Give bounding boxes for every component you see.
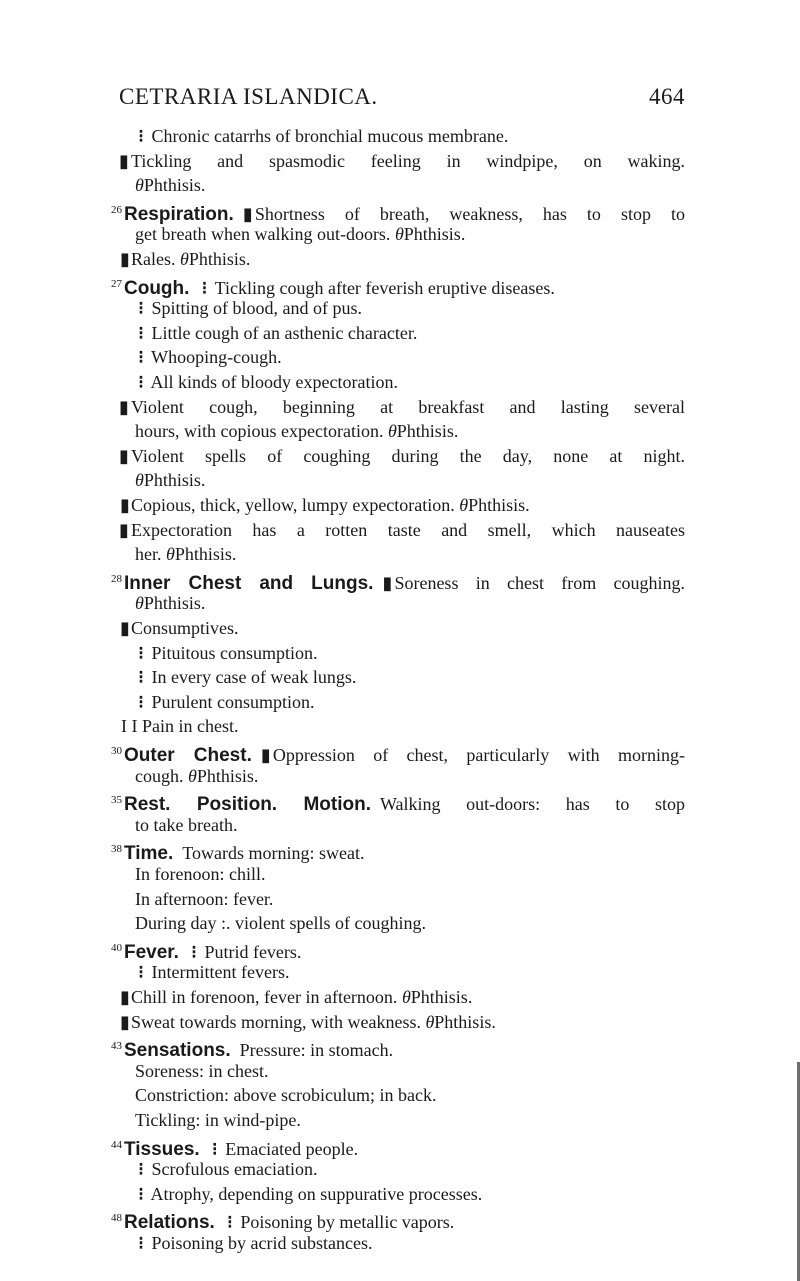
- section-rubric: Fever.: [124, 941, 179, 963]
- line-text: Pressure: in stomach.: [239, 1040, 394, 1061]
- section-heading-line: [111, 739, 685, 766]
- text-line: [135, 960, 289, 984]
- text-line: [119, 395, 685, 419]
- text-line: [119, 149, 685, 173]
- text-line: [135, 665, 356, 689]
- section-number: 35: [111, 794, 122, 807]
- line-text: Walking out-doors: has to stop: [380, 794, 685, 815]
- line-text: ⁝ All kinds of bloody expectoration.: [138, 372, 398, 392]
- text-line: [135, 296, 362, 320]
- text-line: [119, 1010, 496, 1034]
- section-heading-line: [111, 1206, 455, 1234]
- section-heading-line: [111, 1133, 359, 1160]
- section-heading-line: [111, 1034, 394, 1062]
- text-line: [135, 911, 426, 935]
- line-text: hours, with copious expectoration. θPhthisis.: [135, 421, 459, 442]
- line-text: ⁝ Putrid fevers.: [191, 941, 302, 962]
- section-number: 26: [111, 203, 122, 216]
- line-text: ▮Chill in forenoon, fever in afternoon. θPhthisis.: [120, 987, 473, 1007]
- line-text: Towards morning: sweat.: [182, 843, 365, 864]
- line-text: Tickling: in wind-pipe.: [135, 1110, 301, 1130]
- text-line: [135, 370, 398, 394]
- line-text: ▮Rales. θPhthisis.: [120, 249, 251, 269]
- line-text: ⁝ Spitting of blood, and of pus.: [138, 298, 362, 319]
- section-number: 44: [111, 1138, 122, 1151]
- line-text: ⁝ In every case of weak lungs.: [138, 667, 357, 688]
- line-text: to take breath.: [135, 814, 238, 835]
- section-number: 40: [111, 941, 122, 954]
- line-text: In forenoon: chill.: [135, 864, 266, 884]
- line-text: During day :. violent spells of coughing.: [135, 913, 426, 934]
- section-rubric: Cough.: [124, 277, 190, 299]
- text-line: [121, 714, 238, 738]
- line-text: ▮ Expectoration has a rotten taste and smell, which nauseates: [119, 519, 685, 540]
- text-line: [135, 419, 458, 443]
- section-heading-line: [111, 198, 685, 225]
- text-line: [119, 444, 685, 468]
- line-text: I I Pain in chest.: [121, 716, 239, 737]
- line-text: get breath when walking out-doors. θPhthisis.: [135, 224, 466, 245]
- section-rubric: Tissues.: [124, 1138, 200, 1160]
- text-line: [135, 764, 258, 788]
- line-text: θPhthisis.: [135, 470, 206, 491]
- text-line: [135, 321, 417, 345]
- line-text: ▮Copious, thick, yellow, lumpy expectoration. θPhthisis.: [120, 495, 530, 515]
- line-text: ▮Sweat towards morning, with weakness. θPhthisis.: [120, 1011, 496, 1032]
- text-line: [135, 222, 465, 246]
- text-line: [135, 1108, 301, 1132]
- section-heading-line: [111, 567, 686, 594]
- line-text: ⁝ Poisoning by acrid substances.: [138, 1233, 373, 1253]
- text-line: [135, 641, 318, 665]
- text-line: [135, 542, 236, 566]
- text-line: [135, 1157, 317, 1181]
- section-number: 27: [111, 277, 122, 290]
- line-text: θPhthisis.: [135, 593, 206, 614]
- line-text: θPhthisis.: [135, 175, 206, 196]
- section-heading-line: [111, 272, 555, 299]
- section-rubric: Sensations.: [124, 1040, 231, 1062]
- section-number: 43: [111, 1040, 122, 1053]
- line-text: ▮ Shortness of breath, weakness, has to stop to: [242, 203, 685, 224]
- line-text: ⁝ Purulent consumption.: [138, 691, 315, 712]
- text-line: [135, 862, 265, 886]
- text-line: [135, 345, 282, 369]
- section-rubric: Time.: [124, 843, 174, 865]
- line-text: ▮ Soreness in chest from coughing.: [382, 572, 686, 593]
- line-text: ⁝ Chronic catarrhs of bronchial mucous membrane.: [138, 126, 509, 146]
- text-line: [135, 690, 315, 714]
- line-text: ▮Consumptives.: [120, 618, 239, 638]
- running-header: [119, 84, 685, 116]
- line-text: ▮ Violent spells of coughing during the day, none at night.: [119, 445, 685, 466]
- page-number: 464: [649, 84, 685, 109]
- line-text: ⁝ Tickling cough after feverish eruptive diseases.: [201, 277, 555, 298]
- section-number: 28: [111, 572, 122, 585]
- line-text: ⁝ Poisoning by metallic vapors.: [226, 1212, 455, 1233]
- section-number: 30: [111, 745, 122, 757]
- line-text: ⁝ Intermittent fevers.: [138, 962, 290, 983]
- text-line: [135, 124, 685, 148]
- line-text: ⁝ Pituitous consumption.: [138, 642, 318, 663]
- line-text: ⁝ Atrophy, depending on suppurative processes.: [138, 1183, 483, 1204]
- line-text: ▮ Oppression of chest, particularly with morning-: [260, 745, 685, 765]
- text-line: [135, 591, 205, 615]
- section-rubric: Respiration.: [124, 203, 234, 225]
- section-heading-line: [111, 837, 365, 865]
- line-text: In afternoon: fever.: [135, 888, 274, 909]
- text-line: [135, 1231, 372, 1255]
- running-title: CETRARIA ISLANDICA.: [119, 84, 378, 109]
- text-line: [119, 518, 685, 542]
- text-line: [135, 1182, 482, 1206]
- text-line: [135, 468, 205, 492]
- section-number: 38: [111, 843, 122, 856]
- text-line: [135, 813, 237, 837]
- section-rubric: Relations.: [124, 1212, 215, 1234]
- line-text: cough. θPhthisis.: [135, 765, 259, 786]
- section-number: 48: [111, 1212, 122, 1225]
- line-text: ▮ Violent cough, beginning at breakfast and lasting several: [119, 396, 685, 417]
- line-text: Soreness: in chest.: [135, 1060, 269, 1081]
- text-line: [135, 173, 205, 197]
- line-text: ⁝ Little cough of an asthenic character.: [138, 322, 418, 343]
- section-rubric: Inner Chest and Lungs.: [124, 572, 374, 594]
- line-text: ⁝ Scrofulous emaciation.: [138, 1159, 318, 1180]
- text-line: [119, 985, 472, 1009]
- line-text: ⁝ Whooping-cough.: [138, 347, 282, 368]
- line-text: ⁝ Emaciated people.: [211, 1138, 359, 1159]
- text-line: [135, 1083, 436, 1107]
- line-text: her. θPhthisis.: [135, 544, 237, 565]
- text-line: [135, 1059, 268, 1083]
- line-text: Constriction: above scrobiculum; in back.: [135, 1085, 437, 1106]
- section-rubric: Outer Chest.: [124, 745, 252, 766]
- text-line: [119, 616, 239, 640]
- line-text: ▮ Tickling and spasmodic feeling in windpipe, on waking.: [119, 150, 685, 171]
- text-line: [119, 493, 530, 517]
- section-heading-line: [111, 936, 302, 963]
- section-heading-line: [111, 788, 685, 816]
- section-rubric: Rest. Position. Motion.: [124, 794, 371, 816]
- text-line: [119, 247, 250, 271]
- text-line: [135, 887, 273, 911]
